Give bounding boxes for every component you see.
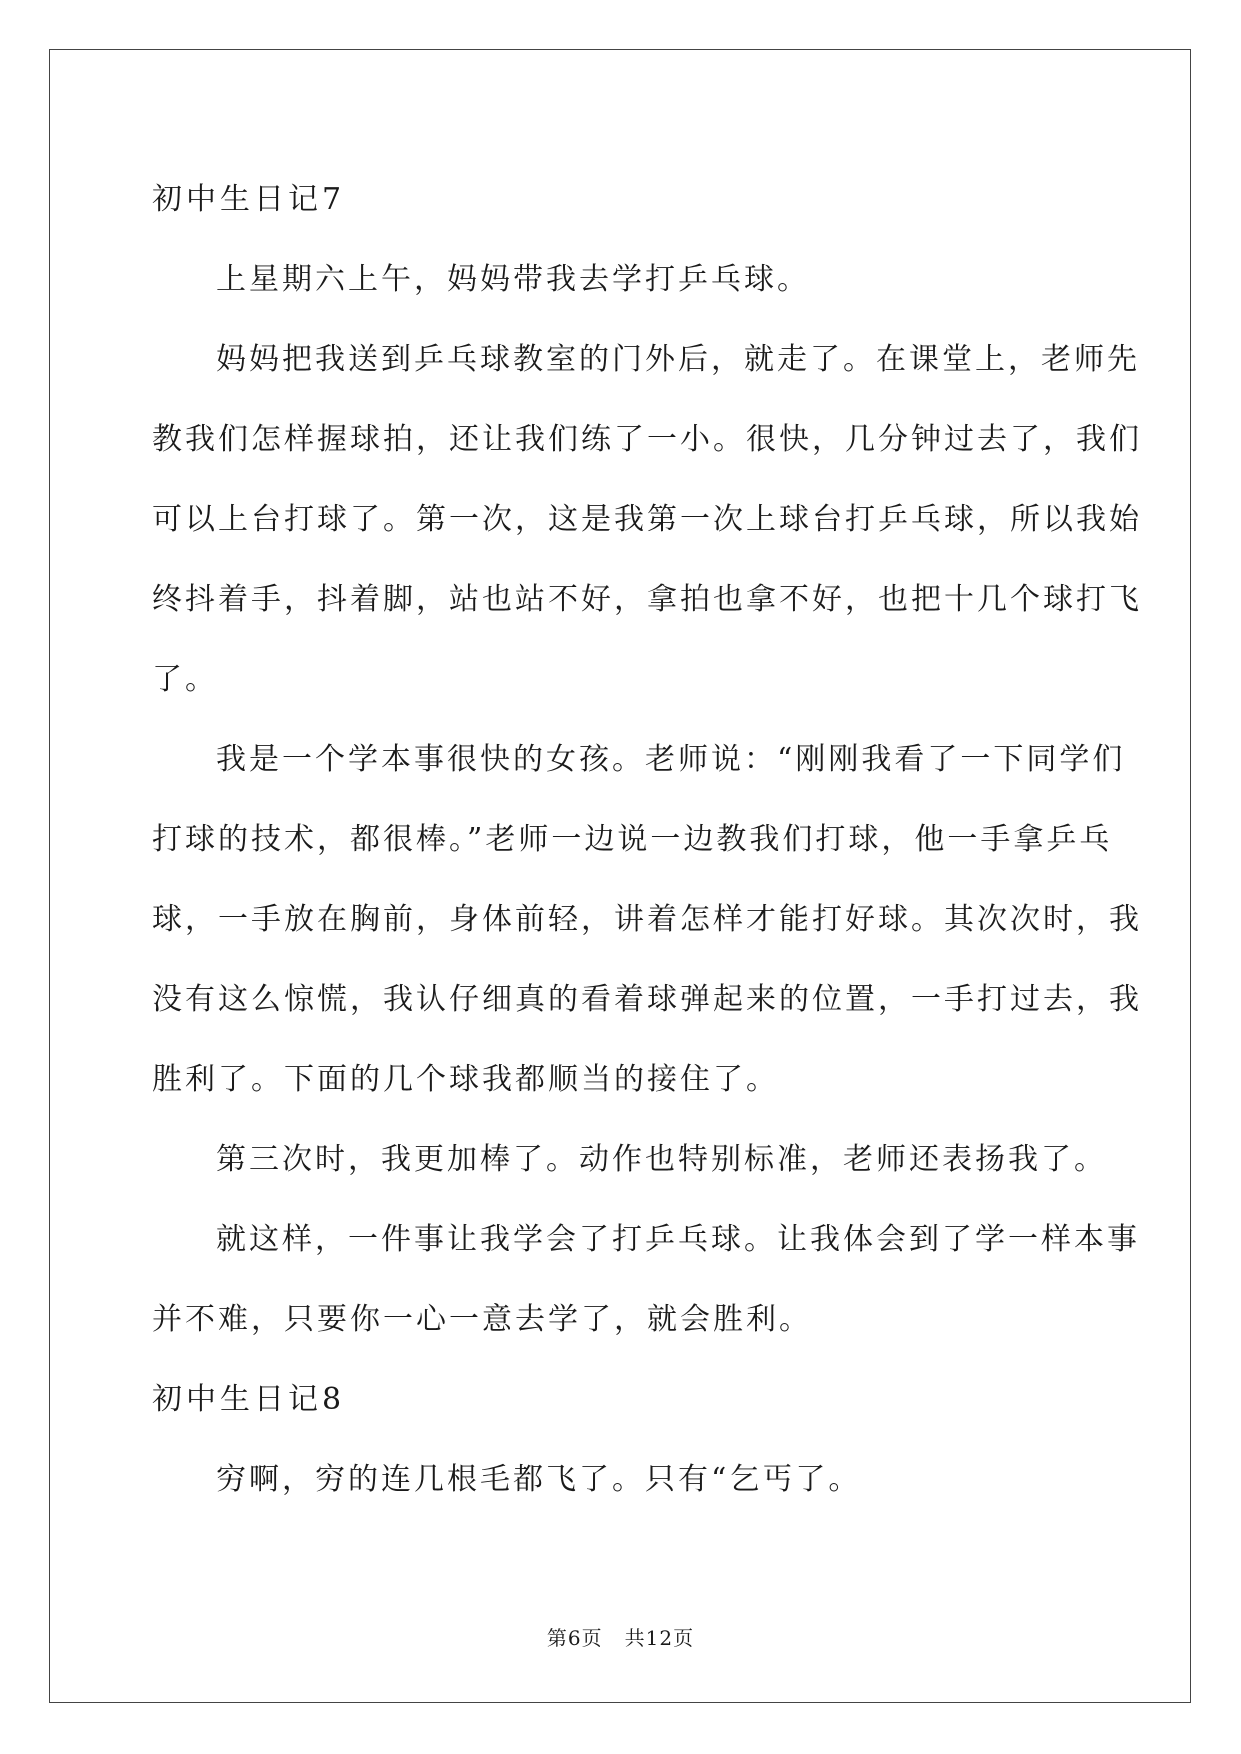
text-line: 第三次时，我更加棒了。动作也特别标准，老师还表扬我了。 [216, 1142, 1107, 1177]
text-line: 没有这么惊慌，我认仔细真的看着球弹起来的位置，一手打过去，我 [152, 982, 1142, 1017]
text-line: 上星期六上午，妈妈带我去学打乒乓球。 [216, 262, 810, 297]
diary-heading: 初中生日记8 [152, 1382, 346, 1417]
text-line: 胜利了。下面的几个球我都顺当的接住了。 [152, 1062, 779, 1097]
text-line: 并不难，只要你一心一意去学了，就会胜利。 [152, 1302, 812, 1337]
text-line: 教我们怎样握球拍，还让我们练了一小。很快，几分钟过去了，我们 [152, 422, 1142, 457]
document-body [152, 160, 1142, 1520]
page-number: 第6页 [546, 1626, 603, 1650]
text-line: 了。 [152, 662, 218, 697]
text-line: 可以上台打球了。第一次，这是我第一次上球台打乒乓球，所以我始 [152, 502, 1142, 537]
page-footer [0, 1622, 1241, 1651]
text-line: 终抖着手，抖着脚，站也站不好，拿拍也拿不好，也把十几个球打飞 [152, 582, 1142, 617]
text-line: 打球的技术，都很棒。”老师一边说一边教我们打球，他一手拿乒乓 [152, 822, 1113, 857]
text-line: 就这样，一件事让我学会了打乒乓球。让我体会到了学一样本事 [216, 1222, 1140, 1257]
text-line: 我是一个学本事很快的女孩。老师说：“刚刚我看了一下同学们 [216, 742, 1126, 777]
page-total: 共12页 [624, 1626, 695, 1650]
text-line: 球，一手放在胸前，身体前轻，讲着怎样才能打好球。其次次时，我 [152, 902, 1142, 937]
text-line: 穷啊，穷的连几根毛都飞了。只有“乞丐了。 [216, 1462, 862, 1497]
diary-heading: 初中生日记7 [152, 182, 346, 217]
text-line: 妈妈把我送到乒乓球教室的门外后，就走了。在课堂上，老师先 [216, 342, 1140, 377]
